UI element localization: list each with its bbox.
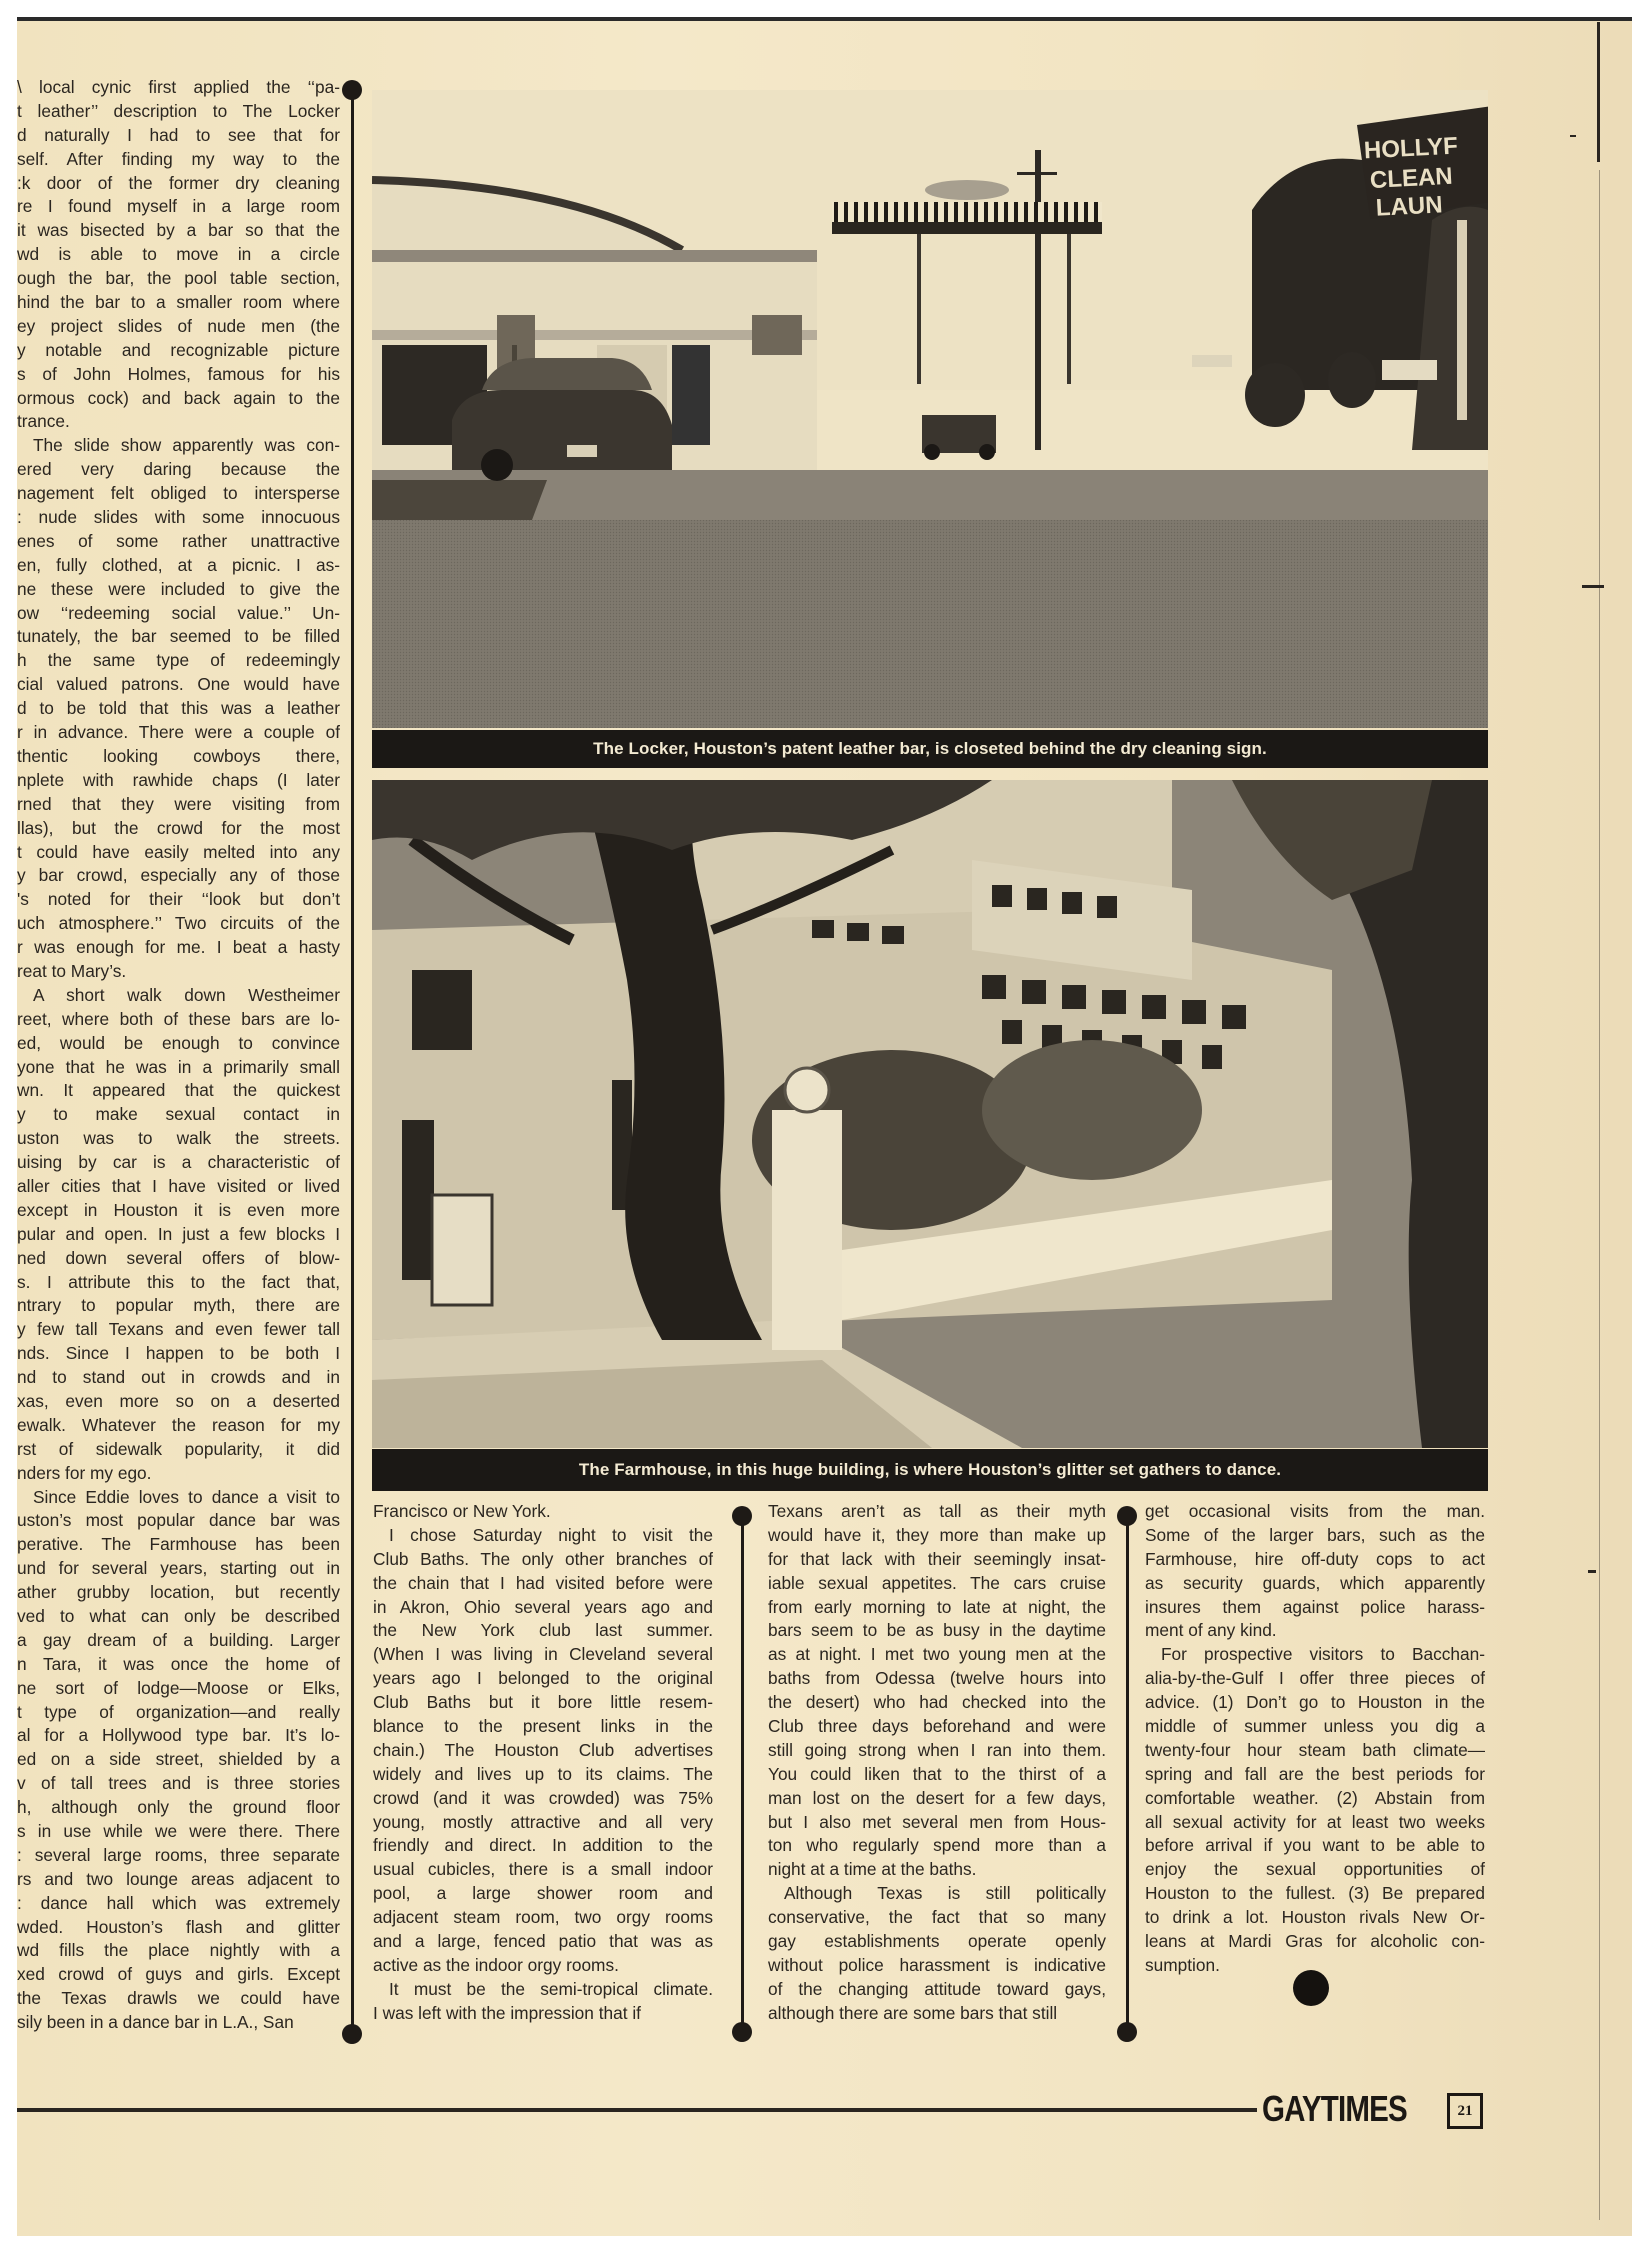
text-line: ed on a side street, shielded by a (17, 1749, 340, 1770)
text-line: You could liken that to the thirst of a (768, 1763, 1106, 1784)
page-number: 21 (1447, 2093, 1483, 2129)
text-line: wded. Houston’s flash and glitter (17, 1916, 340, 1937)
text-line: all sexual activity for at least two weeks (1145, 1811, 1485, 1832)
text-line: iable sexual appetites. The cars cruise (768, 1572, 1106, 1593)
publication-logo: GAYTIMES (1262, 2088, 1407, 2129)
text-line: bars seem to be as busy in the daytime (768, 1620, 1106, 1641)
text-line: For prospective visitors to Bacchan- (1161, 1644, 1485, 1665)
text-line: t leather’’ description to The Locker (17, 100, 340, 121)
text-line: \ local cynic first applied the ‘‘pa- (17, 77, 340, 97)
text-line: : dance hall which was extremely (17, 1892, 340, 1913)
text-line: y notable and recognizable picture (17, 339, 340, 360)
sign-text-3: LAUN (1375, 191, 1444, 222)
text-line: t type of organization—and really (17, 1701, 340, 1722)
text-line: ed, would be enough to convince (17, 1032, 340, 1053)
text-line: sumption. (1145, 1954, 1220, 1975)
text-line: nplete with rawhide chaps (I later (17, 769, 340, 790)
text-line: widely and lives up to its claims. The (373, 1763, 713, 1784)
text-line: chain.) The Houston Club advertises (373, 1739, 713, 1760)
text-line: it was bisected by a bar so that the (17, 220, 340, 241)
text-line: ne these were included to give the (17, 578, 340, 599)
text-line: nd to stand out in crowds and in (17, 1367, 340, 1388)
text-line: although there are some bars that still (768, 2002, 1058, 2023)
text-line: s of John Holmes, famous for his (17, 363, 340, 384)
text-line: ow ‘‘redeeming social value.’’ Un- (17, 602, 340, 623)
text-line: y to make sexual contact in (17, 1104, 340, 1125)
scan-mark (1570, 135, 1576, 137)
text-line: : nude slides with some innocuous (17, 507, 340, 528)
text-line: would have it, they more than make up (768, 1524, 1106, 1545)
text-line: in Akron, Ohio several years ago and (373, 1596, 713, 1617)
text-line: (When I was living in Cleveland several (373, 1644, 713, 1665)
footer-rule (17, 2108, 1257, 2112)
text-line: xed crowd of guys and girls. Except (17, 1964, 340, 1985)
text-line: ey project slides of nude men (the (17, 315, 340, 336)
article-column-2 (373, 1500, 713, 2026)
text-line: a gay dream of a building. Larger (17, 1629, 340, 1650)
text-line: h the same type of redeemingly (17, 650, 340, 671)
text-line: as at night. I met two young men at the (768, 1644, 1106, 1665)
text-line: tunately, the bar seemed to be filled (17, 626, 340, 647)
text-line: uch atmosphere.’’ Two circuits of the (17, 913, 340, 934)
text-line: A short walk down Westheimer (33, 984, 340, 1005)
text-line: twenty-four hour steam bath climate— (1145, 1739, 1485, 1760)
text-line: Houston to the fullest. (3) Be prepared (1145, 1883, 1485, 1904)
text-line: baths from Odessa (twelve hours into (768, 1668, 1106, 1689)
scan-edge-line (1599, 170, 1600, 2220)
text-line: years ago I belonged to the original (373, 1668, 713, 1689)
text-line: t could have easily melted into any (17, 841, 340, 862)
text-line: s in use while we were there. There (17, 1821, 340, 1842)
text-line: v of tall trees and is three stories (17, 1773, 340, 1794)
text-line: ough the bar, the pool table section, (17, 268, 340, 289)
text-line: reet, where both of these bars are lo- (17, 1008, 340, 1029)
text-line: ered very daring because the (17, 459, 340, 480)
text-line: the New York club last summer. (373, 1620, 713, 1641)
text-line: insures them against police harass- (1145, 1596, 1485, 1617)
text-line: uston’s most popular dance bar was (17, 1510, 340, 1531)
text-line: wn. It appeared that the quickest (17, 1080, 340, 1101)
text-line: spring and fall are the best periods for (1145, 1763, 1485, 1784)
text-line: 's noted for their ‘‘look but don’t (17, 889, 340, 910)
text-line: und for several years, starting out in (17, 1558, 340, 1579)
text-line: Club three days beforehand and were (768, 1716, 1106, 1737)
text-line: Club Baths but it bore little resem- (373, 1692, 713, 1713)
text-line: to drink a lot. Houston rivals New Or- (1145, 1907, 1485, 1928)
text-line: but I also met several men from Hous- (768, 1811, 1106, 1832)
text-line: of the changing attitude toward gays, (768, 1978, 1106, 1999)
text-line: from early morning to late at night, the (768, 1596, 1106, 1617)
text-line: en, fully clothed, at a picnic. I as- (17, 554, 340, 575)
text-line: nds. Since I happen to be both I (17, 1343, 340, 1364)
text-line: the desert) who had checked into the (768, 1692, 1106, 1713)
text-line: middle of summer unless you dig a (1145, 1716, 1485, 1737)
text-line: n Tara, it was once the home of (17, 1653, 340, 1674)
text-line: llas), but the crowd for the most (17, 817, 340, 838)
text-line: without police harassment is indicative (768, 1954, 1106, 1975)
sign-text-2: CLEAN (1369, 162, 1454, 195)
text-line: except in Houston it is even more (17, 1199, 340, 1220)
text-line: ton who regularly spend more than a (768, 1835, 1106, 1856)
text-line: xas, even more so on a deserted (17, 1390, 340, 1411)
text-line: aller cities that I have visited or lived (17, 1175, 340, 1196)
text-line: uising by car is a characteristic of (17, 1152, 340, 1173)
text-line: alia-by-the-Gulf I offer three pieces of (1145, 1668, 1485, 1689)
text-line: ntrary to popular myth, there are (17, 1295, 340, 1316)
text-line: ather grubby location, but recently (17, 1582, 340, 1603)
text-line: adjacent steam room, two orgy rooms (373, 1907, 713, 1928)
text-line: as security guards, which apparently (1145, 1572, 1485, 1593)
text-line: h, although only the ground floor (17, 1797, 340, 1818)
text-line: rned that they were visiting from (17, 793, 340, 814)
text-line: still going strong when I ran into them. (768, 1739, 1106, 1760)
text-line: rst of sidewalk popularity, it did (17, 1438, 340, 1459)
text-line: s. I attribute this to the fact that, (17, 1271, 340, 1292)
text-line: usual cubicles, there is a small indoor (373, 1859, 713, 1880)
photo-the-farmhouse (372, 780, 1488, 1448)
text-line: thentic looking cowboys there, (17, 745, 340, 766)
text-line: conservative, the fact that so many (768, 1907, 1106, 1928)
end-of-article-dot (1293, 1970, 1329, 2006)
text-line: cial valued patrons. One would have (17, 674, 340, 695)
scan-mark (1588, 1570, 1596, 1573)
text-line: active as the indoor orgy rooms. (373, 1954, 619, 1975)
text-line: nagement felt obliged to intersperse (17, 483, 340, 504)
text-line: friendly and direct. In addition to the (373, 1835, 713, 1856)
text-line: night at a time at the baths. (768, 1859, 977, 1880)
text-line: The slide show apparently was con- (33, 435, 340, 456)
text-line: I chose Saturday night to visit the (389, 1524, 713, 1545)
text-line: young, mostly attractive and all very (373, 1811, 713, 1832)
text-line: y bar crowd, especially any of those (17, 865, 340, 886)
photo-caption-farmhouse: The Farmhouse, in this huge building, is where Houston’s glitter set gathers to dance. (372, 1449, 1488, 1491)
column-rule (351, 92, 354, 2032)
text-line: man lost on the desert for a few days, (768, 1787, 1106, 1808)
text-line: al for a Hollywood type bar. It’s lo- (17, 1725, 340, 1746)
text-line: self. After finding my way to the (17, 148, 340, 169)
text-line: sily been in a dance bar in L.A., San (17, 2012, 294, 2033)
text-line: ment of any kind. (1145, 1620, 1277, 1641)
rule-bottom-dot (732, 2022, 752, 2042)
text-line: nders for my ego. (17, 1462, 152, 1483)
text-line: : several large rooms, three separate (17, 1844, 340, 1865)
text-line: d naturally I had to see that for (17, 124, 340, 145)
text-line: for that lack with their seemingly insat- (768, 1548, 1106, 1569)
text-line: ned down several offers of blow- (17, 1247, 340, 1268)
text-line: the Texas drawls we could have (17, 1988, 340, 2009)
text-line: trance. (17, 411, 70, 432)
text-line: I was left with the impression that if (373, 2002, 641, 2023)
photo-the-locker (372, 90, 1488, 728)
article-column-3 (768, 1500, 1106, 2026)
text-line: comfortable weather. (2) Abstain from (1145, 1787, 1485, 1808)
article-column-left (17, 76, 340, 2035)
text-line: perative. The Farmhouse has been (17, 1534, 340, 1555)
text-line: blance to the present links in the (373, 1716, 713, 1737)
text-line: re I found myself in a large room (17, 196, 340, 217)
text-line: get occasional visits from the man. (1145, 1501, 1485, 1521)
text-line: pool, a large shower room and (373, 1883, 713, 1904)
text-line: Since Eddie loves to dance a visit to (33, 1486, 340, 1507)
text-line: uston was to walk the streets. (17, 1128, 340, 1149)
column-rule (741, 1518, 744, 2024)
text-line: crowd (and it was crowded) was 75% (373, 1787, 713, 1808)
text-line: Texans aren’t as tall as their myth (768, 1501, 1106, 1521)
text-line: ormous cock) and back again to the (17, 387, 340, 408)
text-line: r in advance. There were a couple of (17, 722, 340, 743)
sign-text-1: HOLLYF (1363, 132, 1459, 165)
text-line: ne sort of lodge—Moose or Elks, (17, 1677, 340, 1698)
text-line: and a large, fenced patio that was as (373, 1931, 713, 1952)
text-line: ved to what can only be described (17, 1606, 340, 1626)
text-line: Club Baths. The only other branches of (373, 1548, 713, 1569)
text-line: wd is able to move in a circle (17, 244, 340, 265)
text-line: before arrival if you want to be able to (1145, 1835, 1485, 1856)
text-line: Francisco or New York. (373, 1501, 551, 1521)
text-line: wd fills the place nightly with a (17, 1940, 340, 1961)
text-line: yone that he was in a primarily small (17, 1056, 340, 1077)
text-line: pular and open. In just a few blocks I (17, 1223, 340, 1244)
column-rule (1126, 1518, 1129, 2024)
text-line: rs and two lounge areas adjacent to (17, 1868, 340, 1889)
text-line: :k door of the former dry cleaning (17, 172, 340, 193)
scan-mark (1582, 585, 1604, 588)
text-line: enes of some rather unattractive (17, 530, 340, 551)
text-line: ewalk. Whatever the reason for my (17, 1414, 340, 1435)
photo-caption-locker: The Locker, Houston’s patent leather bar, is closeted behind the dry cleaning sign. (372, 730, 1488, 768)
text-line: r was enough for me. I beat a hasty (17, 937, 340, 958)
text-line: It must be the semi-tropical climate. (389, 1978, 713, 1999)
article-column-4 (1145, 1500, 1485, 1978)
text-line: Some of the larger bars, such as the (1145, 1524, 1485, 1545)
scan-edge-line (1597, 22, 1600, 162)
text-line: advice. (1) Don’t go to Houston in the (1145, 1692, 1485, 1713)
text-line: Although Texas is still politically (784, 1883, 1106, 1904)
text-line: d to be told that this was a leather (17, 698, 340, 719)
text-line: the chain that I had visited before were (373, 1572, 713, 1593)
rule-bottom-dot (1117, 2022, 1137, 2042)
text-line: leans at Mardi Gras for alcoholic con- (1145, 1931, 1485, 1952)
text-line: gay establishments operate openly (768, 1931, 1106, 1952)
text-line: y few tall Texans and even fewer tall (17, 1319, 340, 1340)
text-line: Farmhouse, hire off-duty cops to act (1145, 1548, 1485, 1569)
rule-bottom-dot (342, 2024, 362, 2044)
text-line: reat to Mary’s. (17, 960, 127, 981)
text-line: hind the bar to a smaller room where (17, 292, 340, 313)
text-line: enjoy the sexual opportunities of (1145, 1859, 1485, 1880)
